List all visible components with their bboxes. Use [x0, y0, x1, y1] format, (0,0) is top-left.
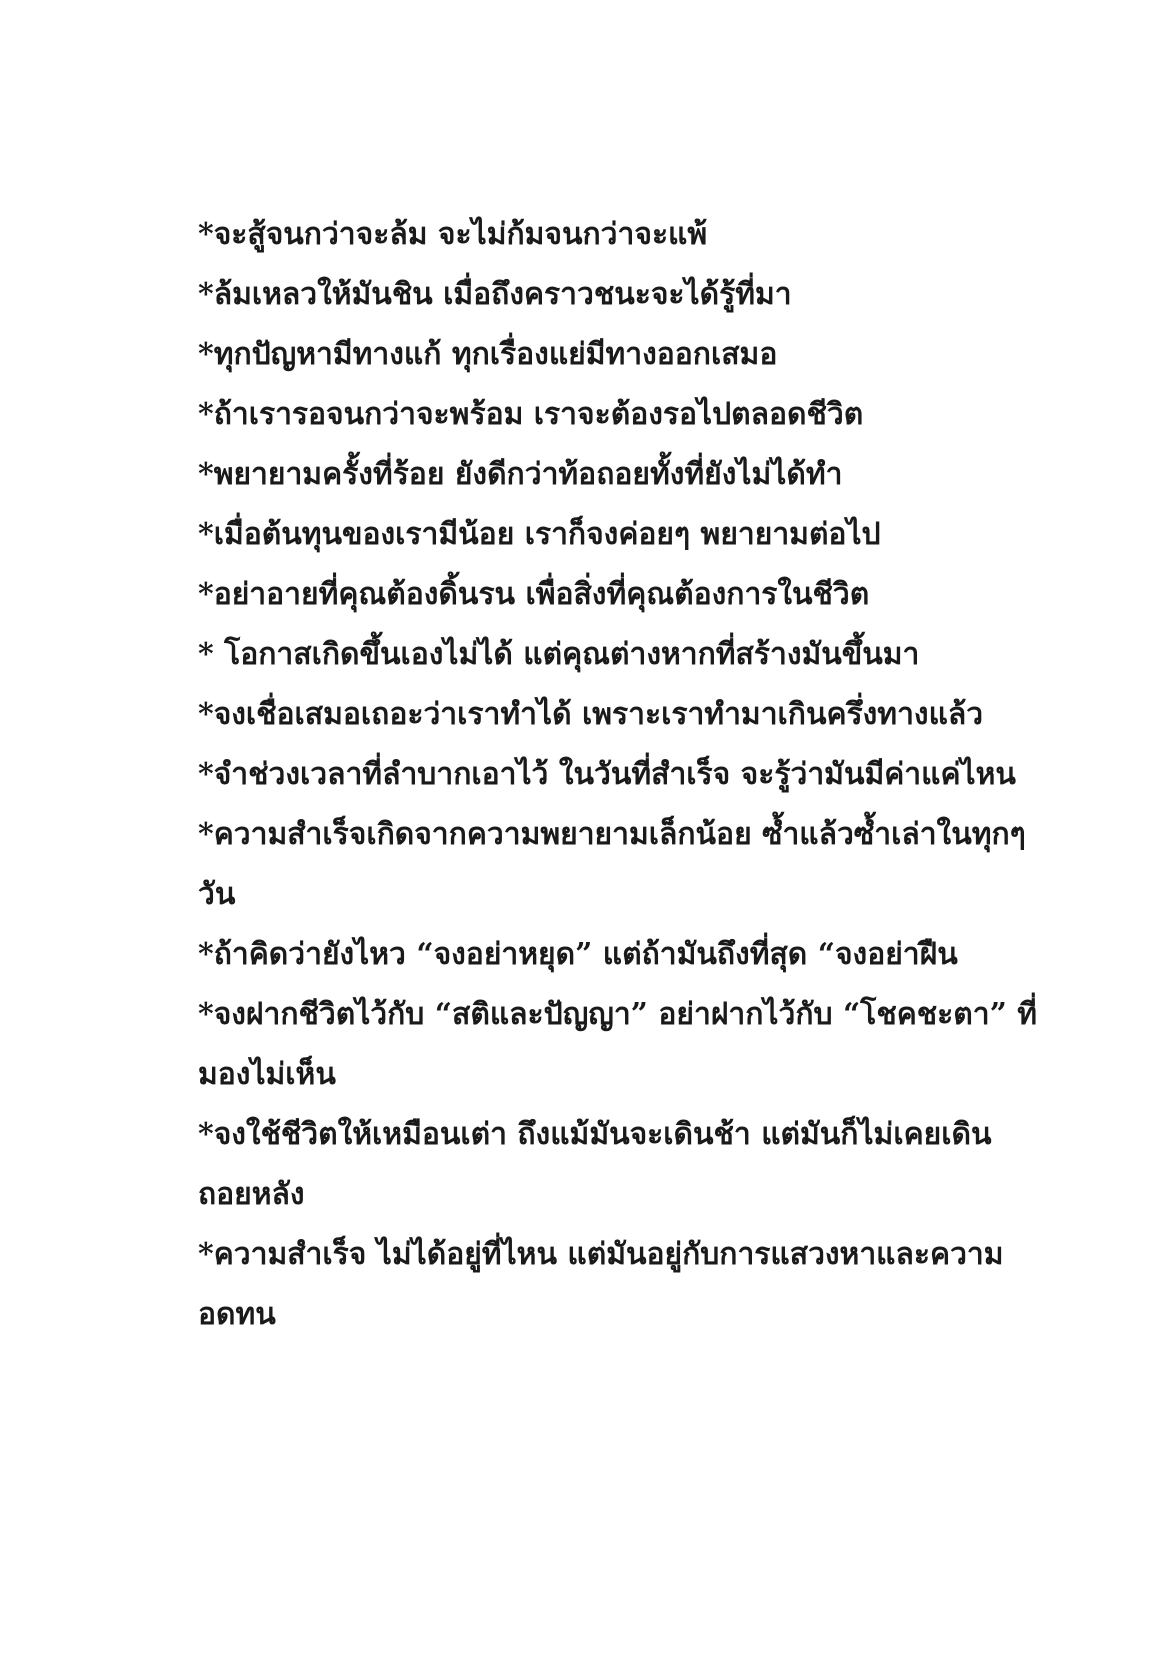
quote-line-continuation: มองไม่เห็น: [198, 1057, 336, 1092]
quote-line: * โอกาสเกิดขึ้นเองไม่ได้ แต่คุณต่างหากที่สร้างมันขึ้นมา: [198, 637, 920, 672]
quote-line: *จงเชื่อเสมอเถอะว่าเราทำได้ เพราะเราทำมาเกินครึ่งทางแล้ว: [198, 697, 984, 732]
quote-line: *ความสำเร็จเกิดจากความพยายามเล็กน้อย ซ้ำแล้วซ้ำเล่าในทุกๆ: [198, 817, 1026, 852]
quote-line: *ล้มเหลวให้มันชิน เมื่อถึงคราวชนะจะได้รู้ที่มา: [198, 277, 792, 312]
quote-line: *ถ้าคิดว่ายังไหว “จงอย่าหยุด” แต่ถ้ามันถึงที่สุด “จงอย่าฝืน: [198, 937, 958, 972]
quote-line: *ความสำเร็จ ไม่ได้อยู่ที่ไหน แต่มันอยู่กับการแสวงหาและความ: [198, 1237, 1004, 1272]
quote-line: *พยายามครั้งที่ร้อย ยังดีกว่าท้อถอยทั้งที่ยังไม่ได้ทำ: [198, 457, 843, 492]
quote-line: *จงใช้ชีวิตให้เหมือนเต่า ถึงแม้มันจะเดินช้า แต่มันก็ไม่เคยเดิน: [198, 1117, 992, 1152]
quote-line: *จงฝากชีวิตไว้กับ “สติและปัญญา” อย่าฝากไว้กับ “โชคชะตา” ที่: [198, 997, 1038, 1032]
quote-line: *จำช่วงเวลาที่ลำบากเอาไว้ ในวันที่สำเร็จ จะรู้ว่ามันมีค่าแค่ไหน: [198, 757, 1016, 792]
quote-line-continuation: ถอยหลัง: [198, 1177, 305, 1212]
quote-line-continuation: วัน: [198, 877, 236, 912]
quote-line: *ถ้าเรารอจนกว่าจะพร้อม เราจะต้องรอไปตลอดชีวิต: [198, 397, 864, 432]
quote-line: *เมื่อต้นทุนของเรามีน้อย เราก็จงค่อยๆ พยายามต่อไป: [198, 517, 881, 552]
quote-line: *อย่าอายที่คุณต้องดิ้นรน เพื่อสิ่งที่คุณต้องการในชีวิต: [198, 577, 870, 612]
quote-line-continuation: อดทน: [198, 1297, 276, 1332]
quote-line: *จะสู้จนกว่าจะล้ม จะไม่ก้มจนกว่าจะแพ้: [198, 217, 708, 252]
quote-list: [198, 205, 1038, 1345]
quote-line: *ทุกปัญหามีทางแก้ ทุกเรื่องแย่มีทางออกเสมอ: [198, 337, 778, 372]
